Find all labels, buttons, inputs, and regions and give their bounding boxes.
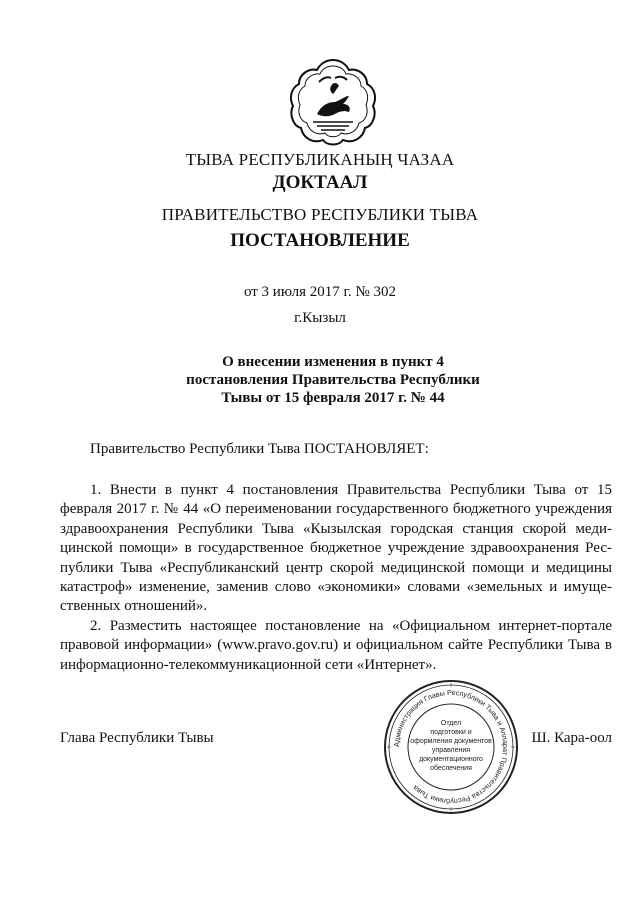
body-paragraph-1: 1. Внести в пункт 4 постановления Правительства Республики Тыва от 15 февраля 2017 г. № 44 «О переименовании государственного бюджетного учреждения здравоохранения Республики Тыва «Кызылская городская станция скорой медицинской помощи» в государственное бюджетное учреждение здравоохранения Республики Тыва «Республиканский центр скорой медицинской помощи и медицины катастроф» изменение, заменив слово «экономики» словами «земельных и имущественных отношений». [60,482,612,615]
stamp-center-line: оформления документов [410,738,492,745]
header-tuvan-doc-type: ДОКТААЛ [272,172,368,193]
signatory-name: Ш. Кара-оол [531,730,612,746]
header-tuvan-government: ТЫВА РЕСПУБЛИКАНЫҢ ЧАЗАА [185,150,455,169]
body-paragraph-2: 2. Разместить настоящее постановление на «Официальном интернет-портале правовой информации» (www.pravo.gov.ru) и официальном сайте Республики Тыва в информационно-телекоммуникационной сети «Интернет». [60,617,612,673]
signatory-position: Глава Республики Тывы [60,730,214,746]
stamp-ring-text: Администрация Главы Республики Тыва и Аппарат Правительства Республики Тыва [391,687,511,807]
subject-line: постановления Правительства Республики [186,372,480,388]
official-stamp-icon [381,677,521,817]
document-body [60,481,612,675]
document-date-number: от 3 июля 2017 г. № 302 [243,284,397,300]
document-city: г.Кызыл [294,310,346,326]
subject-line: Тывы от 15 февраля 2017 г. № 44 [221,390,445,406]
stamp-center-line: документационного [419,756,483,763]
stamp-center-line: управления [431,747,471,754]
stamp-center-line: Отдел [440,720,462,727]
tuva-coat-of-arms-icon [287,56,379,148]
document-subject [150,353,516,407]
header-russian-doc-type: ПОСТАНОВЛЕНИЕ [230,230,410,251]
decree-statement: Правительство Республики Тыва ПОСТАНОВЛЯЕТ: [90,441,429,457]
subject-line: О внесении изменения в пункт 4 [222,354,444,370]
header-russian-government: ПРАВИТЕЛЬСТВО РЕСПУБЛИКИ ТЫВА [161,205,479,224]
stamp-center-line: подготовки и [430,729,472,736]
stamp-center-line: обеспечения [430,765,472,772]
